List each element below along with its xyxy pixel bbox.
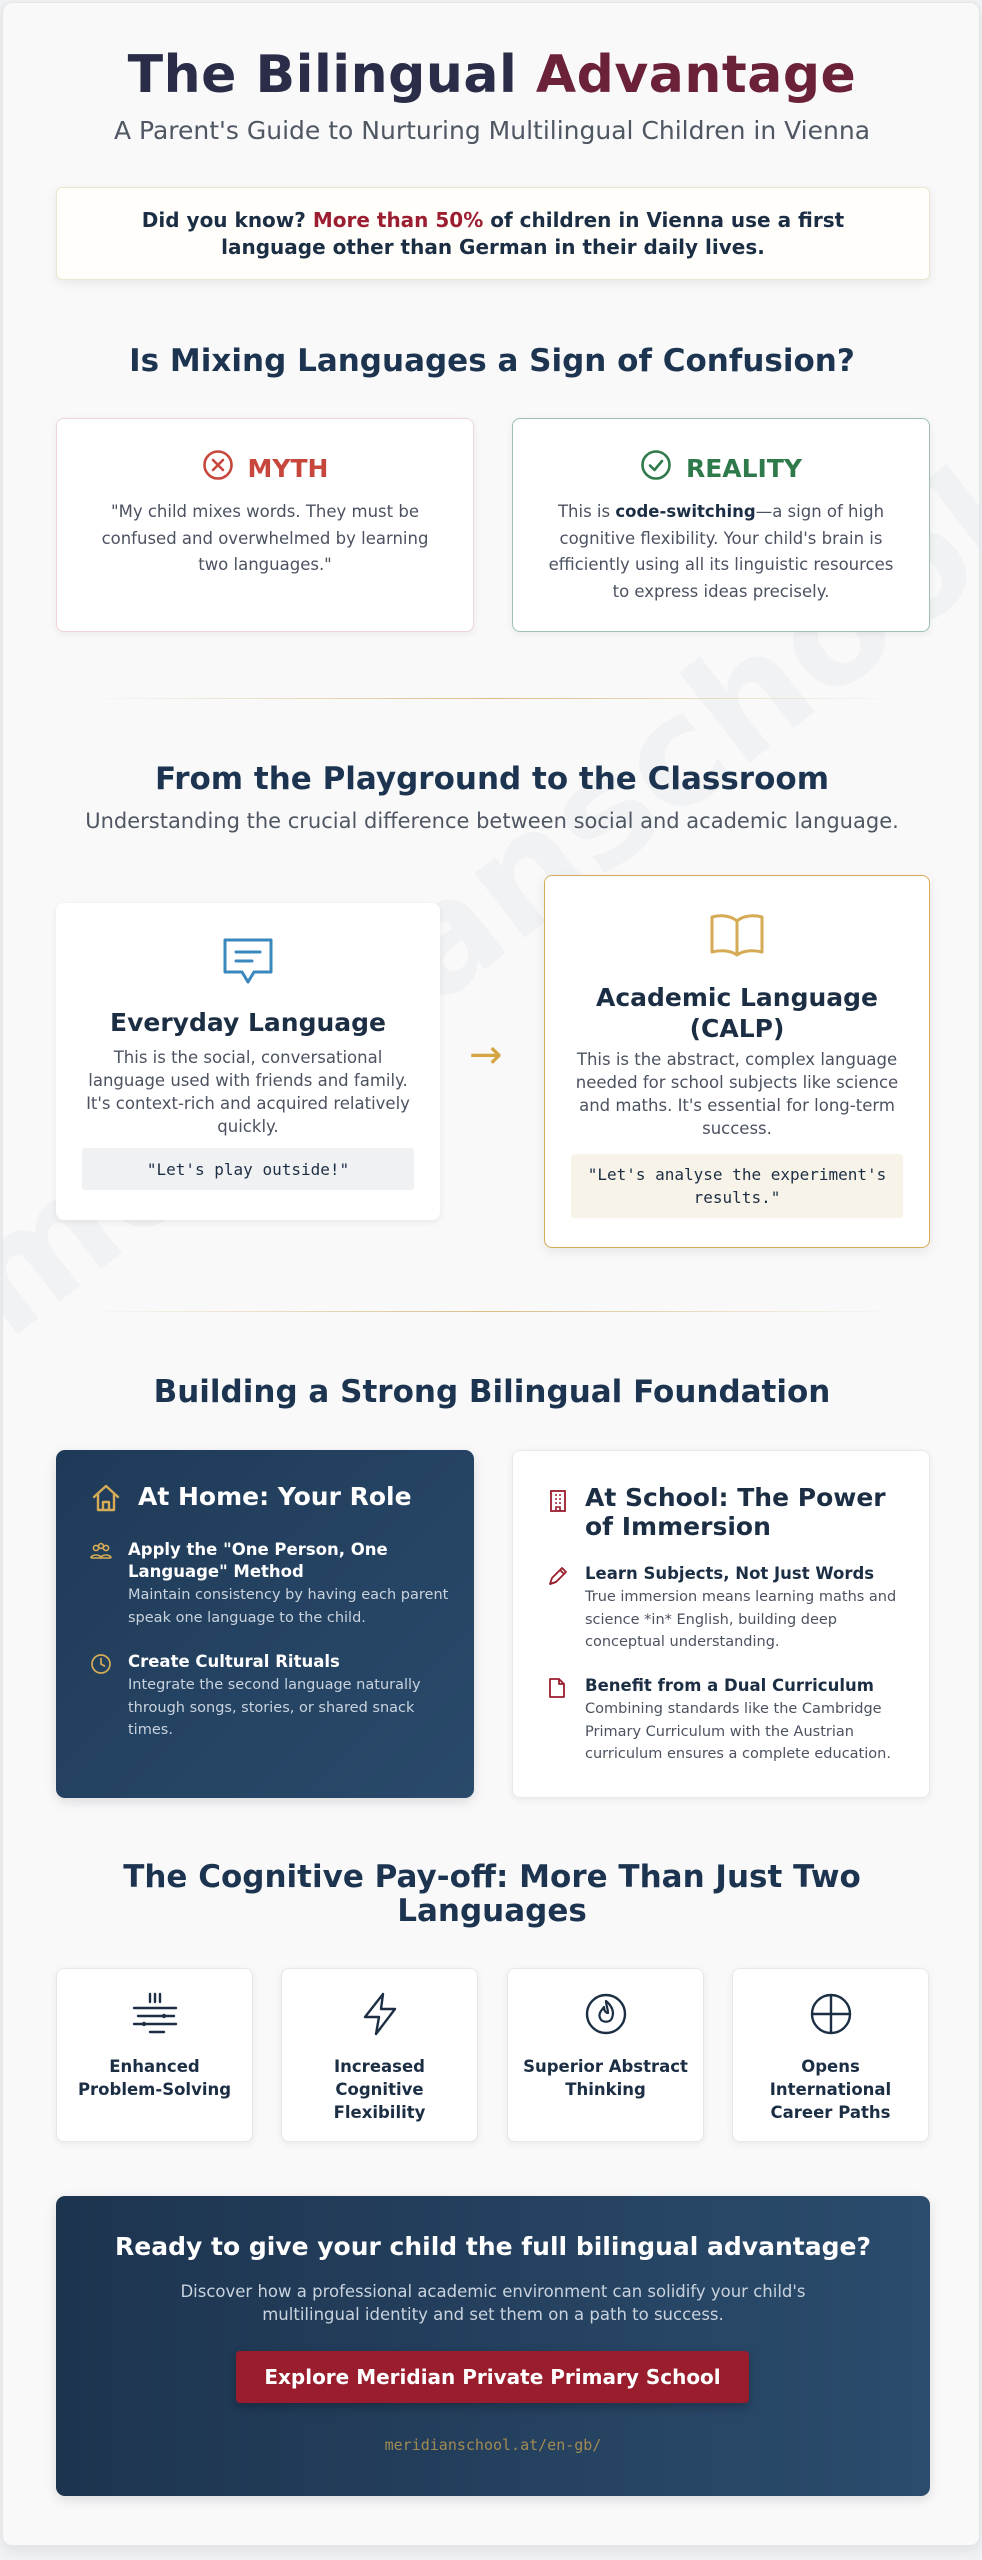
payoff-card — [56, 1968, 253, 2142]
section-divider — [83, 1311, 903, 1312]
language-section-heading: From the Playground to the Classroom — [155, 761, 829, 797]
home-item — [90, 1651, 454, 1742]
cta-panel — [56, 2196, 930, 2496]
explore-school-button[interactable]: Explore Meridian Private Primary School — [236, 2351, 749, 2403]
document-icon — [547, 1675, 569, 1766]
arrow-right-icon: → — [469, 1032, 503, 1078]
school-item-description: True immersion means learning maths and science *in* English, building deep conceptual understanding. — [585, 1589, 897, 1650]
myth-header — [57, 449, 473, 487]
myth-section-heading: Is Mixing Languages a Sign of Confusion? — [129, 343, 855, 379]
did-you-know-highlight: More than 50% — [312, 207, 484, 232]
reality-text-before: This is — [557, 502, 616, 521]
home-item-title: Create Cultural Rituals — [128, 1652, 340, 1671]
section-divider — [83, 698, 903, 699]
academic-language-title: Academic Language (CALP) — [595, 983, 879, 1043]
academic-language-card — [544, 875, 930, 1248]
payoff-card — [732, 1968, 929, 2142]
at-school-header — [547, 1483, 909, 1541]
academic-language-description: This is the abstract, complex language needed for school subjects like science and maths. It's essential for long-term success. — [575, 1050, 899, 1138]
payoff-card — [507, 1968, 704, 2142]
myth-label: MYTH — [247, 453, 329, 483]
school-item-description: Combining standards like the Cambridge Primary Curriculum with the Austrian curriculum ensures a complete education. — [585, 1701, 891, 1762]
title-part-2: Advantage — [535, 45, 857, 105]
page-subtitle: A Parent's Guide to Nurturing Multilingual Children in Vienna — [113, 116, 871, 145]
foundation-section-heading: Building a Strong Bilingual Foundation — [153, 1374, 831, 1410]
lightning-icon — [282, 1991, 477, 2037]
reality-text-after: —a sign of high cognitive flexibility. Your child's brain is efficiently using all its linguistic resources to express ideas precisely. — [548, 502, 894, 601]
page-title — [3, 45, 980, 105]
payoff-label: Increased Cognitive Flexibility — [333, 2057, 426, 2122]
at-home-title: At Home: Your Role — [138, 1482, 412, 1511]
check-circle-icon — [640, 449, 672, 487]
academic-language-example: "Let's analyse the experiment's results." — [571, 1154, 903, 1218]
chat-bubble-icon — [56, 936, 440, 988]
reality-label: REALITY — [685, 453, 803, 483]
home-item-description: Maintain consistency by having each parent speak one language to the child. — [128, 1587, 449, 1626]
title-part-1: The Bilingual — [127, 45, 536, 105]
house-icon — [90, 1482, 122, 1520]
reality-header — [513, 449, 929, 487]
everyday-language-card — [56, 903, 440, 1220]
at-home-card — [56, 1450, 474, 1798]
did-you-know-banner — [56, 187, 930, 280]
circuit-icon — [57, 1991, 252, 2037]
everyday-language-description: This is the social, conversational language used with friends and family. It's context-rich and acquired relatively quickly. — [86, 1048, 410, 1136]
payoff-section-heading: The Cognitive Pay-off: More Than Just Two Languages — [123, 1859, 861, 1929]
pencil-ruler-icon — [547, 1563, 569, 1654]
payoff-label: Superior Abstract Thinking — [523, 2057, 688, 2099]
reality-text — [541, 499, 901, 605]
infographic-page — [2, 2, 980, 2546]
did-you-know-lead: Did you know? — [141, 207, 313, 232]
at-school-title: At School: The Power of Immersion — [585, 1483, 886, 1541]
everyday-language-example: "Let's play outside!" — [82, 1148, 414, 1190]
home-item — [90, 1539, 454, 1629]
reality-text-bold: code-switching — [615, 502, 756, 521]
payoff-label: Opens International Career Paths — [769, 2057, 892, 2122]
at-school-card — [512, 1450, 930, 1798]
did-you-know-rest: of children in Vienna use a first language other than German in their daily lives. — [221, 207, 845, 259]
myth-text: "My child mixes words. They must be confused and overwhelmed by learning two languages." — [101, 502, 429, 574]
at-home-header — [90, 1482, 454, 1520]
cta-title: Ready to give your child the full bilingual advantage? — [115, 2232, 871, 2261]
building-icon — [547, 1483, 569, 1519]
school-item-title: Benefit from a Dual Curriculum — [585, 1676, 874, 1695]
clock-icon — [90, 1651, 112, 1742]
home-item-description: Integrate the second language naturally through songs, stories, or shared snack times. — [128, 1677, 421, 1738]
payoff-label: Enhanced Problem-Solving — [77, 2057, 232, 2099]
school-item — [547, 1675, 909, 1766]
people-icon — [90, 1539, 112, 1629]
flame-icon — [508, 1991, 703, 2037]
myth-card — [56, 418, 474, 632]
cta-description: Discover how a professional academic environment can solidify your child's multilingual identity and set them on a path to success. — [180, 2282, 806, 2324]
home-item-title: Apply the "One Person, One Language" Method — [128, 1540, 388, 1581]
open-book-icon — [545, 912, 929, 958]
school-item-title: Learn Subjects, Not Just Words — [585, 1564, 875, 1583]
school-url-link[interactable]: meridianschool.at/en-gb/ — [384, 2436, 602, 2454]
school-item — [547, 1563, 909, 1654]
language-section-subheading: Understanding the crucial difference between social and academic language. — [85, 809, 899, 833]
everyday-language-title: Everyday Language — [110, 1008, 386, 1037]
globe-icon — [733, 1991, 928, 2037]
x-circle-icon — [202, 449, 234, 487]
reality-card — [512, 418, 930, 632]
payoff-card — [281, 1968, 478, 2142]
